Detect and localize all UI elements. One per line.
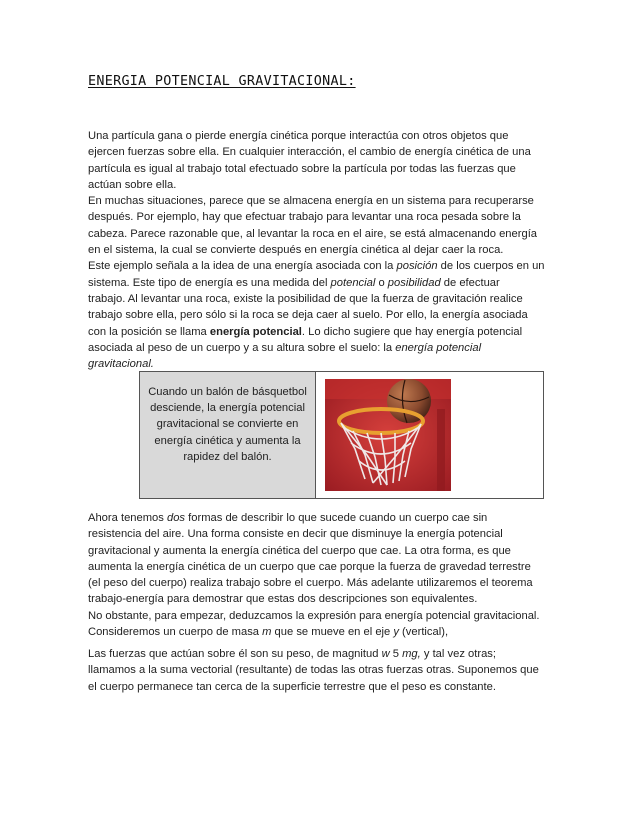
- text-run: de efectuar: [440, 276, 500, 289]
- figure-image-cell: [316, 372, 543, 498]
- text-line: [88, 646, 568, 662]
- text-run: con la posición se llama: [88, 325, 210, 338]
- italic-term: dos: [166, 512, 186, 524]
- italic-term: w: [381, 648, 390, 660]
- text-run: 5: [389, 648, 403, 660]
- text-run: Consideremos un cuerpo de masa: [88, 626, 263, 639]
- text-line: No obstante, para empezar, deduzcamos la expresión para energía potencial gravitacional.: [88, 609, 540, 622]
- text-run: o: [375, 276, 388, 289]
- forces-paragraph: [88, 646, 568, 695]
- text-line: actúan sobre ella.: [88, 178, 177, 191]
- basketball-hoop-photo: [325, 379, 451, 491]
- caption-line: gravitacional se convierte en: [156, 418, 299, 431]
- text-line: trabajo. Al levantar una roca, existe la posibilidad de que la fuerza de gravitación realice: [88, 292, 523, 305]
- figure-table: [139, 371, 544, 499]
- text-run: formas de describir lo que sucede cuando un cuerpo cae sin: [185, 512, 488, 524]
- document-title: ENERGIA POTENCIAL GRAVITACIONAL:: [88, 74, 356, 89]
- text-run: y tal vez otras;: [420, 648, 496, 660]
- italic-term: potencial: [330, 276, 376, 289]
- bold-term: energía potencial: [209, 325, 302, 338]
- text-run: que se mueve en el eje: [271, 626, 394, 639]
- text-run: sistema. Este tipo de energía es una medida del: [88, 276, 331, 289]
- text-line: [88, 275, 568, 291]
- intro-paragraph: [88, 128, 568, 372]
- text-line: el cuerpo permanece tan cerca de la superficie terrestre que el peso es constante.: [88, 680, 496, 693]
- forms-paragraph: [88, 510, 568, 640]
- italic-term: posibilidad: [387, 276, 441, 289]
- text-line: [88, 324, 568, 340]
- text-run: de los cuerpos en un: [437, 260, 545, 273]
- text-run: asociada al peso de un cuerpo y a su altura sobre el suelo: la: [88, 341, 396, 354]
- text-run: Este ejemplo señala a la idea de una energía asociada con la: [88, 260, 397, 273]
- italic-term: m: [262, 626, 272, 639]
- italic-term: y: [393, 626, 399, 639]
- text-line: en el sistema, la cual se convierte después en energía cinética al dejar caer la roca.: [88, 244, 504, 257]
- text-line: [88, 356, 568, 372]
- text-line: llamamos a la suma vectorial (resultante) de todas las otras fuerzas otras. Suponemos que: [88, 664, 539, 677]
- italic-term: energía potencial: [395, 341, 482, 354]
- figure-caption: [145, 384, 310, 465]
- text-run: . Lo dicho sugiere que hay energía potencial: [301, 325, 523, 338]
- text-line: (el peso del cuerpo) realiza trabajo sobre el cuerpo. Más adelante utilizaremos el teorema: [88, 577, 533, 590]
- text-run: (vertical),: [398, 626, 449, 639]
- text-run: Las fuerzas que actúan sobre él son su peso, de magnitud: [88, 648, 382, 660]
- italic-term: posición: [396, 260, 438, 273]
- text-line: ejercen fuerzas sobre ella. En cualquier interacción, el cambio de energía cinética de una: [88, 146, 531, 159]
- text-line: [88, 510, 568, 526]
- figure-caption-cell: [140, 372, 316, 498]
- text-line: [88, 258, 568, 274]
- text-line: [88, 624, 568, 640]
- caption-line: rapidez del balón.: [183, 450, 272, 463]
- text-line: trabajo sobre ella, pero sólo si la roca se deja caer al suelo. Por ello, la energía asociada: [88, 309, 528, 322]
- text-line: cabeza. Parece razonable que, al levantar la roca en el aire, se está almacenando energía: [88, 227, 538, 240]
- text-line: Una partícula gana o pierde energía cinética porque interactúa con otros objetos que: [88, 130, 509, 142]
- text-line: gravitacional y aumenta la energía cinética del cuerpo que cae. La otra forma, es que: [88, 544, 511, 557]
- text-line: aumenta la energía cinética de un cuerpo que cae porque la fuerza de gravedad terrestre: [88, 560, 531, 573]
- italic-term: mg,: [402, 648, 421, 660]
- italic-term: gravitacional.: [88, 358, 154, 371]
- caption-line: Cuando un balón de básquetbol: [148, 386, 307, 398]
- text-run: Ahora tenemos: [88, 512, 167, 524]
- text-line: [88, 340, 568, 356]
- text-line: En muchas situaciones, parece que se almacena energía en un sistema para recuperarse: [88, 195, 534, 208]
- caption-line: desciende, la energía potencial: [150, 402, 305, 415]
- text-line: resistencia del aire. Una forma consiste en decir que disminuye la energía potencial: [88, 528, 503, 541]
- caption-line: energía cinética y aumenta la: [154, 434, 301, 447]
- text-line: partícula es igual al trabajo total efectuado sobre la partícula por todas las fuerzas que: [88, 162, 516, 175]
- text-line: después. Por ejemplo, hay que efectuar trabajo para levantar una roca pesada sobre la: [88, 211, 521, 224]
- text-line: trabajo-energía para demostrar que estas dos descripciones son equivalentes.: [88, 593, 478, 606]
